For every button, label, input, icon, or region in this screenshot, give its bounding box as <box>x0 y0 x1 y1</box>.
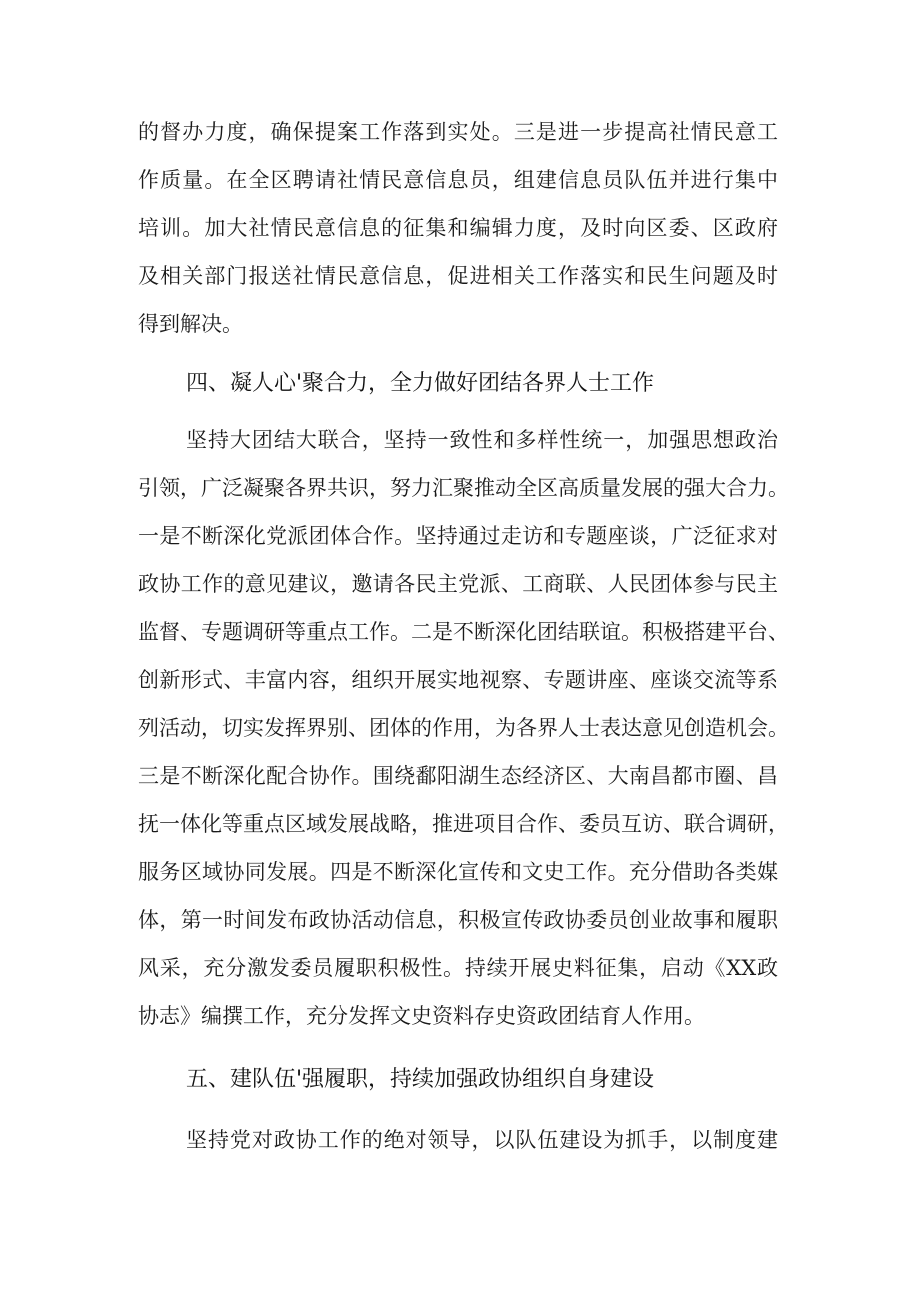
paragraph-line: 协志》编撰工作，充分发挥文史资料存史资政团结育人作用。 <box>138 1004 705 1028</box>
paragraph-line: 坚持党对政协工作的绝对领导，以队伍建设为抓手，以制度建 <box>186 1128 778 1152</box>
paragraph-line: 引领，广泛凝聚各界共识，努力汇聚推动全区高质量发展的强大合力。 <box>138 476 789 500</box>
paragraph-line: 监督、专题调研等重点工作。二是不断深化团结联谊。积极搭建平台、 <box>138 620 789 644</box>
paragraph-line: 坚持大团结大联合，坚持一致性和多样性统一，加强思想政治 <box>186 428 778 452</box>
paragraph-line: 风采，充分激发委员履职积极性。持续开展史料征集，启动《XX政 <box>138 956 778 980</box>
paragraph-line: 创新形式、丰富内容，组织开展实地视察、专题讲座、座谈交流等系 <box>138 668 778 692</box>
paragraph-line: 体，第一时间发布政协活动信息，积极宣传政协委员创业故事和履职 <box>138 908 778 932</box>
paragraph-line: 服务区域协同发展。四是不断深化宣传和文史工作。充分借助各类媒 <box>138 860 778 884</box>
paragraph-line: 作质量。在全区聘请社情民意信息员，组建信息员队伍并进行集中 <box>138 168 778 192</box>
paragraph-line: 的督办力度，确保提案工作落到实处。三是进一步提高社情民意工 <box>138 120 778 144</box>
paragraph-line: 政协工作的意见建议，邀请各民主党派、工商联、人民团体参与民主 <box>138 572 778 596</box>
section-heading: 五、建队伍'强履职，持续加强政协组织自身建设 <box>186 1067 655 1092</box>
paragraph-line: 一是不断深化党派团体合作。坚持通过走访和专题座谈，广泛征求对 <box>138 524 778 548</box>
paragraph-line: 及相关部门报送社情民意信息，促进相关工作落实和民生问题及时 <box>138 264 778 288</box>
paragraph-line: 得到解决。 <box>138 312 243 336</box>
paragraph-line: 列活动，切实发挥界别、团体的作用，为各界人士表达意见创造机会。 <box>138 716 789 740</box>
section-heading: 四、凝人心'聚合力，全力做好团结各界人士工作 <box>186 371 655 396</box>
paragraph-line: 抚一体化等重点区域发展战略，推进项目合作、委员互访、联合调研， <box>138 812 789 836</box>
paragraph-line: 培训。加大社情民意信息的征集和编辑力度，及时向区委、区政府 <box>138 216 778 240</box>
paragraph-line: 三是不断深化配合协作。围绕鄱阳湖生态经济区、大南昌都市圈、昌 <box>138 764 778 788</box>
